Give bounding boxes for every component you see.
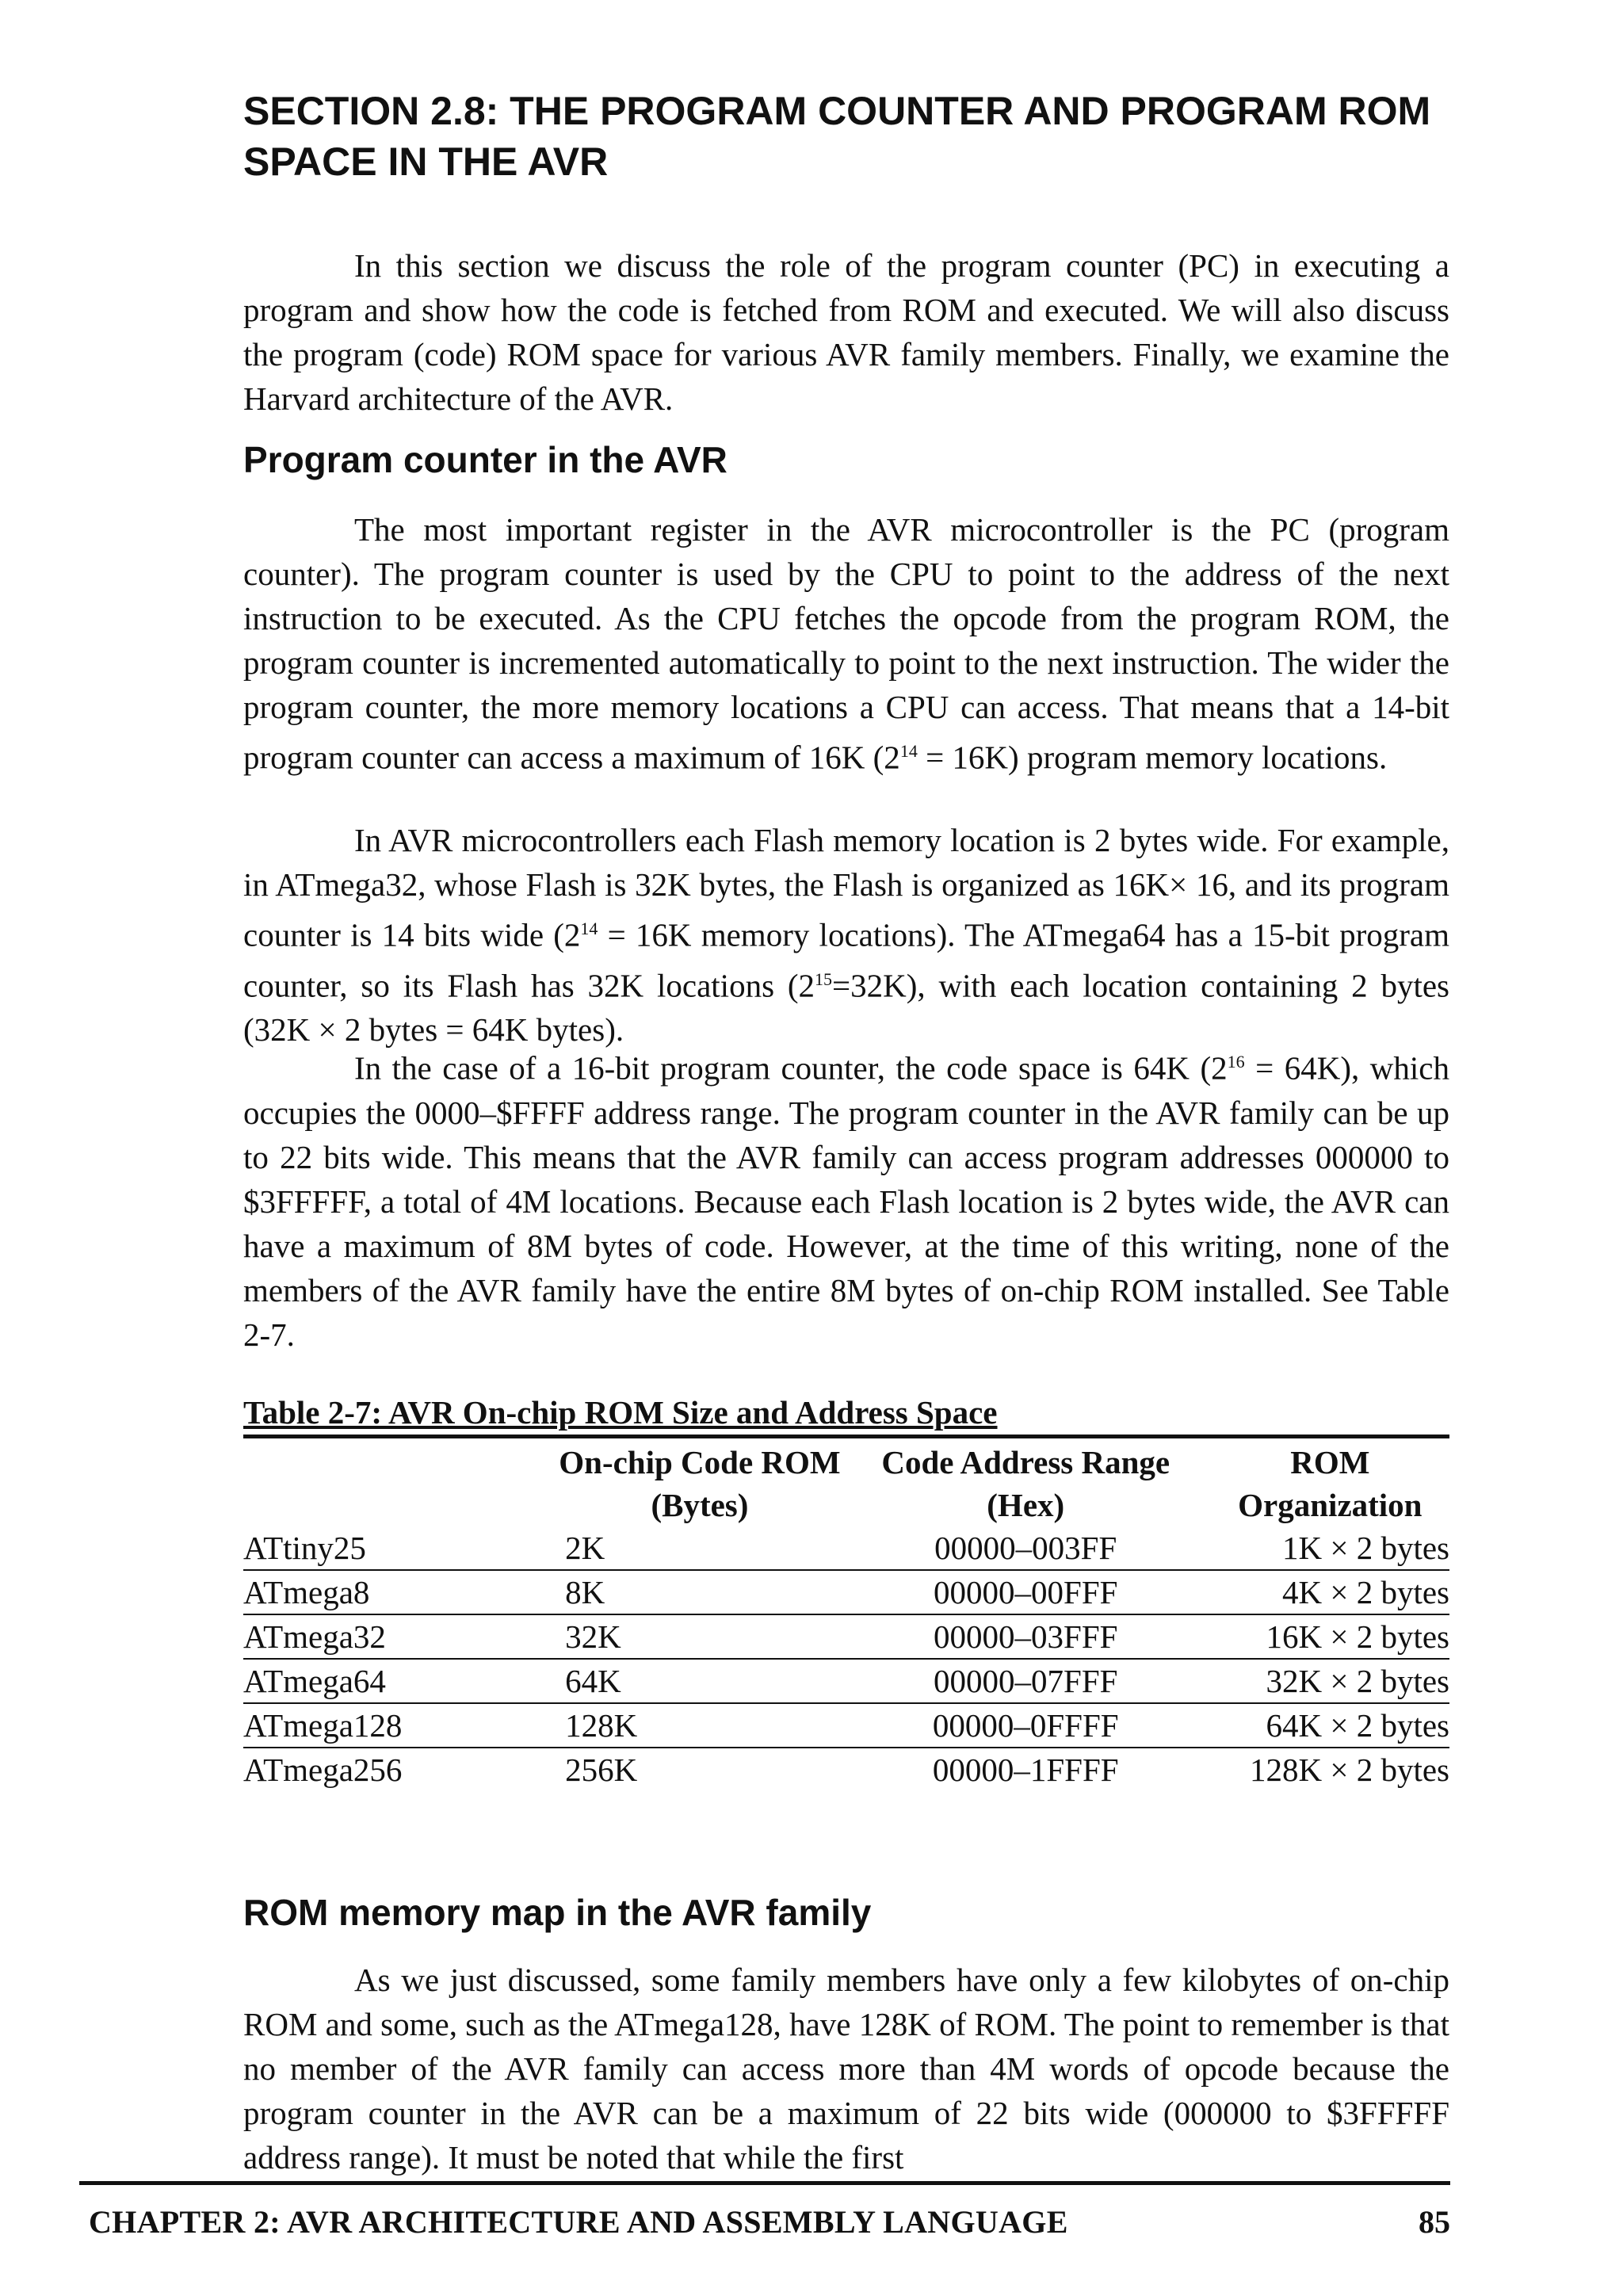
pc-paragraph-1: The most important register in the AVR microcontroller is the PC (program counter). The program counter is used by the CPU to point to the address of the next instruction to be executed. As the CPU fetches the opcode from the program ROM, the program counter is incremented automatically to point to the next instruction. The wider the program counter, the more memory locations a CPU can access. That means that a 14-bit program counter can access a maximum of 16K $(2^{14} = 16K)$ program memory locations. [243, 511, 1449, 776]
cell-size: 2K [559, 1526, 841, 1570]
cell-range: 00000–0FFFF [841, 1703, 1211, 1748]
intro-paragraph: In this section we discuss the role of the program counter (PC) in executing a program and show how the code is fetched from ROM and executed. We will also discuss the program (code) ROM space for various AVR family members. Finally, we examine the Harvard architecture of the AVR. [243, 247, 1449, 417]
table-row [243, 1614, 1449, 1659]
header-address-range: Code Address Range (Hex) [881, 1444, 1170, 1523]
cell-size: 256K [565, 1752, 638, 1788]
cell-range: 00000–003FF [841, 1526, 1211, 1570]
cell-range: 00000–07FFF [841, 1659, 1211, 1703]
table-caption: Table 2-7: AVR On-chip ROM Size and Address Space [243, 1394, 998, 1431]
table-row [243, 1703, 1449, 1748]
cell-device: ATmega128 [243, 1703, 559, 1748]
header-device [243, 1441, 559, 1526]
cell-organization: 16K × 2 bytes [1211, 1614, 1449, 1659]
footer-rule [79, 2181, 1450, 2185]
cell-size: 8K [559, 1570, 841, 1614]
cell-organization: 32K × 2 bytes [1211, 1659, 1449, 1703]
page-number: 85 [1419, 2204, 1450, 2240]
rom-paragraph: As we just discussed, some family members have only a few kilobytes of on-chip ROM and some, such as the ATmega128, have 128K of ROM. The point to remember is that no member of the AVR family can access more than 4M words of opcode because the program counter in the AVR can be a maximum of 22 bits wide (000000 to $3FFFFF address range). It must be noted that while the first [243, 1962, 1449, 2176]
table-row [243, 1748, 1449, 1791]
header-organization: ROM Organization [1238, 1444, 1423, 1523]
cell-device: ATmega8 [243, 1570, 559, 1614]
cell-device: ATmega64 [243, 1659, 559, 1703]
cell-range: 00000–1FFFF [932, 1752, 1119, 1788]
cell-organization: 4K × 2 bytes [1211, 1570, 1449, 1614]
table-header-row [243, 1441, 1449, 1526]
header-rom-size: On-chip Code ROM (Bytes) [559, 1444, 841, 1523]
cell-size: 64K [559, 1659, 841, 1703]
cell-size: 128K [559, 1703, 841, 1748]
cell-organization: 1K × 2 bytes [1211, 1526, 1449, 1570]
cell-size: 32K [559, 1614, 841, 1659]
cell-range: 00000–03FFF [841, 1614, 1211, 1659]
cell-organization: 64K × 2 bytes [1211, 1703, 1449, 1748]
subheading-rom-memory-map: ROM memory map in the AVR family [243, 1892, 872, 1933]
table-row [243, 1570, 1449, 1614]
footer-chapter-title: CHAPTER 2: AVR ARCHITECTURE AND ASSEMBLY LANGUAGE [89, 2204, 1068, 2240]
pc-paragraph-3: In the case of a 16-bit program counter, the code space is 64K $(2^{16} = 64K)$, which occupies the 0000–$FFFF address range. The program counter in the AVR family can be up to 22 bits wide. This means that the AVR family can access program addresses 000000 to $3FFFFF, a total of 4M locations. Because each Flash location is 2 bytes wide, the AVR can have a maximum of 8M bytes of code. However, at the time of this writing, none of the members of the AVR family have the entire 8M bytes of on-chip ROM installed. See Table 2-7. [243, 1049, 1449, 1353]
cell-organization: 128K × 2 bytes [1249, 1752, 1449, 1788]
cell-device: ATmega32 [243, 1614, 559, 1659]
table-row [243, 1659, 1449, 1703]
rom-size-table [243, 1441, 1449, 1791]
pc-paragraph-2: In AVR microcontrollers each Flash memory location is 2 bytes wide. For example, in ATmega32, whose Flash is 32K bytes, the Flash is organized as 16K× 16, and its program counter is 14 bits wide ($2^{14} = 16K$ memory locations). The ATmega64 has a 15-bit program counter, so its Flash has 32K locations $(2^{15}=32K)$, with each location containing 2 bytes (32K × 2 bytes = 64K bytes). [243, 822, 1449, 1049]
table-row [243, 1526, 1449, 1570]
cell-range: 00000–00FFF [841, 1570, 1211, 1614]
subheading-program-counter: Program counter in the AVR [243, 439, 727, 480]
table-top-rule [243, 1435, 1449, 1438]
cell-device: ATtiny25 [243, 1526, 559, 1570]
cell-device: ATmega256 [243, 1752, 403, 1788]
section-title: SECTION 2.8: THE PROGRAM COUNTER AND PROGRAM ROM SPACE IN THE AVR [243, 89, 1431, 184]
